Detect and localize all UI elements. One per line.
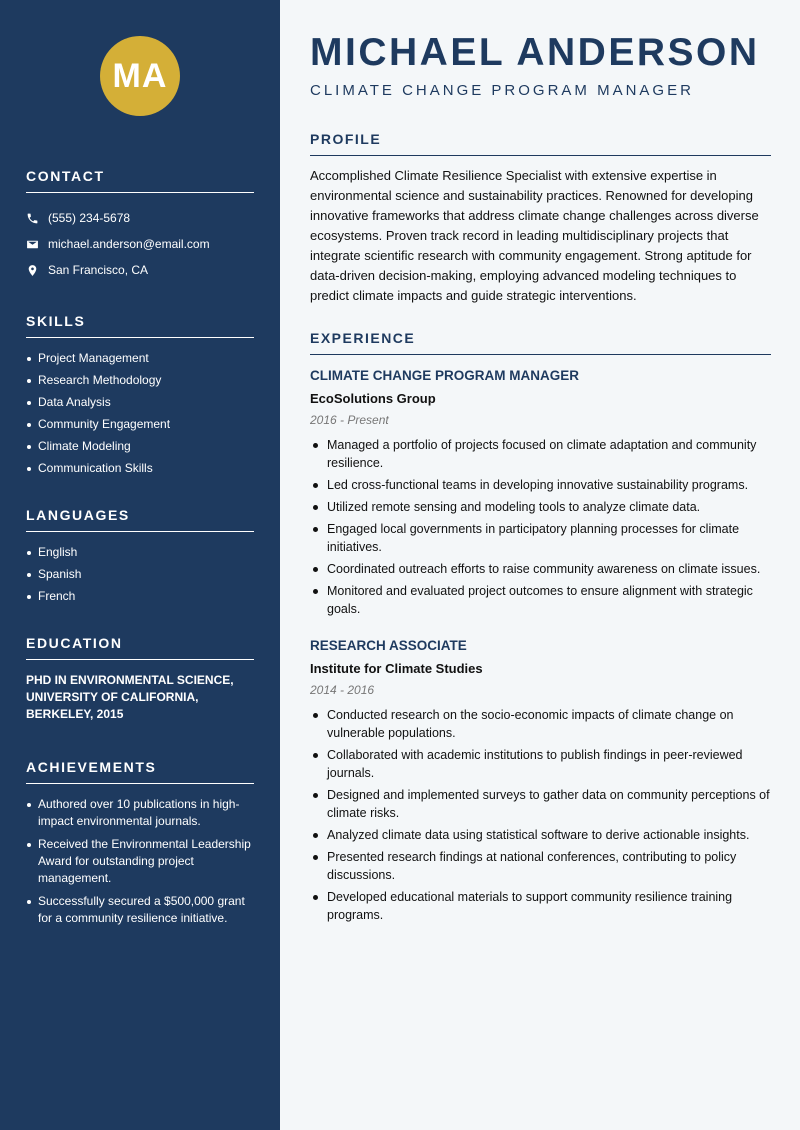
job-bullet: Led cross-functional teams in developing innovative sustainability programs. xyxy=(310,476,771,494)
achievement-item: Successfully secured a $500,000 grant for a community resilience initiative. xyxy=(26,893,254,927)
mail-icon xyxy=(26,238,39,251)
main-content xyxy=(280,0,800,1130)
job-bullet: Engaged local governments in participatory planning processes for climate initiatives. xyxy=(310,520,771,556)
job-bullets xyxy=(310,706,771,924)
contact-email-row xyxy=(26,231,254,257)
job-bullet: Analyzed climate data using statistical software to derive actionable insights. xyxy=(310,826,771,844)
skills-title: SKILLS xyxy=(26,313,254,338)
languages-section xyxy=(26,507,254,605)
contact-section xyxy=(26,168,254,283)
job-bullet: Conducted research on the socio-economic impacts of climate change on vulnerable populations. xyxy=(310,706,771,742)
skill-item: Data Analysis xyxy=(26,394,254,411)
languages-title: LANGUAGES xyxy=(26,507,254,532)
achievements-title: ACHIEVEMENTS xyxy=(26,759,254,784)
contact-location-row xyxy=(26,257,254,283)
job-dates: 2016 - Present xyxy=(310,413,389,427)
job-title: RESEARCH ASSOCIATE xyxy=(310,638,467,653)
profile-title: PROFILE xyxy=(310,131,771,156)
job-bullet: Coordinated outreach efforts to raise community awareness on climate issues. xyxy=(310,560,771,578)
sidebar xyxy=(0,0,280,1130)
phone-icon xyxy=(26,212,39,225)
skill-item: Project Management xyxy=(26,350,254,367)
job-bullets xyxy=(310,436,771,618)
education-title: EDUCATION xyxy=(26,635,254,660)
language-item: English xyxy=(26,544,254,561)
skill-item: Community Engagement xyxy=(26,416,254,433)
education-degree: PHD IN ENVIRONMENTAL SCIENCE, UNIVERSITY OF CALIFORNIA, BERKELEY, 2015 xyxy=(26,673,234,721)
profile-section xyxy=(310,131,771,306)
job-dates: 2014 - 2016 xyxy=(310,683,375,697)
contact-email[interactable]: michael.anderson@email.com xyxy=(48,237,210,251)
experience-section xyxy=(310,330,771,924)
job-company: EcoSolutions Group xyxy=(310,391,436,406)
contact-phone: (555) 234-5678 xyxy=(48,211,131,225)
skill-item: Communication Skills xyxy=(26,460,254,477)
languages-list xyxy=(26,544,254,605)
job-entry xyxy=(310,368,771,618)
skills-list xyxy=(26,350,254,477)
job-title: CLIMATE CHANGE PROGRAM MANAGER xyxy=(310,368,579,383)
language-item: French xyxy=(26,588,254,605)
achievement-item: Received the Environmental Leadership Award for outstanding project management. xyxy=(26,836,254,887)
contact-location: San Francisco, CA xyxy=(48,263,149,277)
job-bullet: Developed educational materials to support community resilience training programs. xyxy=(310,888,771,924)
profile-text: Accomplished Climate Resilience Specialist with extensive expertise in environmental science and sustainability practices. Renowned for developing innovative frameworks that address climate change challenges across diverse ecosystems. Proven track record in leading multidisciplinary projects that integrate scientific research with community engagement. Strong aptitude for data-driven decision-making, employing advanced modeling techniques to predict climate impacts and guide strategic interventions. xyxy=(310,168,759,303)
language-item: Spanish xyxy=(26,566,254,583)
skill-item: Research Methodology xyxy=(26,372,254,389)
candidate-name: MICHAEL ANDERSON xyxy=(310,31,760,74)
achievements-list xyxy=(26,796,254,927)
experience-title: EXPERIENCE xyxy=(310,330,771,355)
achievements-section xyxy=(26,759,254,927)
job-bullet: Monitored and evaluated project outcomes to ensure alignment with strategic goals. xyxy=(310,582,771,618)
job-bullet: Managed a portfolio of projects focused on climate adaptation and community resilience. xyxy=(310,436,771,472)
avatar-initials: MA xyxy=(100,36,180,116)
skill-item: Climate Modeling xyxy=(26,438,254,455)
location-pin-icon xyxy=(26,264,39,277)
job-bullet: Designed and implemented surveys to gather data on community perceptions of climate risks. xyxy=(310,786,771,822)
candidate-role: CLIMATE CHANGE PROGRAM MANAGER xyxy=(310,82,694,99)
job-entry xyxy=(310,638,771,924)
skills-section xyxy=(26,313,254,477)
job-bullet: Collaborated with academic institutions to publish findings in peer-reviewed journals. xyxy=(310,746,771,782)
contact-title: CONTACT xyxy=(26,168,254,193)
job-bullet: Utilized remote sensing and modeling tools to analyze climate data. xyxy=(310,498,771,516)
job-bullet: Presented research findings at national conferences, contributing to policy discussions. xyxy=(310,848,771,884)
achievement-item: Authored over 10 publications in high-impact environmental journals. xyxy=(26,796,254,830)
job-company: Institute for Climate Studies xyxy=(310,661,483,676)
education-section xyxy=(26,635,254,723)
contact-phone-row xyxy=(26,205,254,231)
